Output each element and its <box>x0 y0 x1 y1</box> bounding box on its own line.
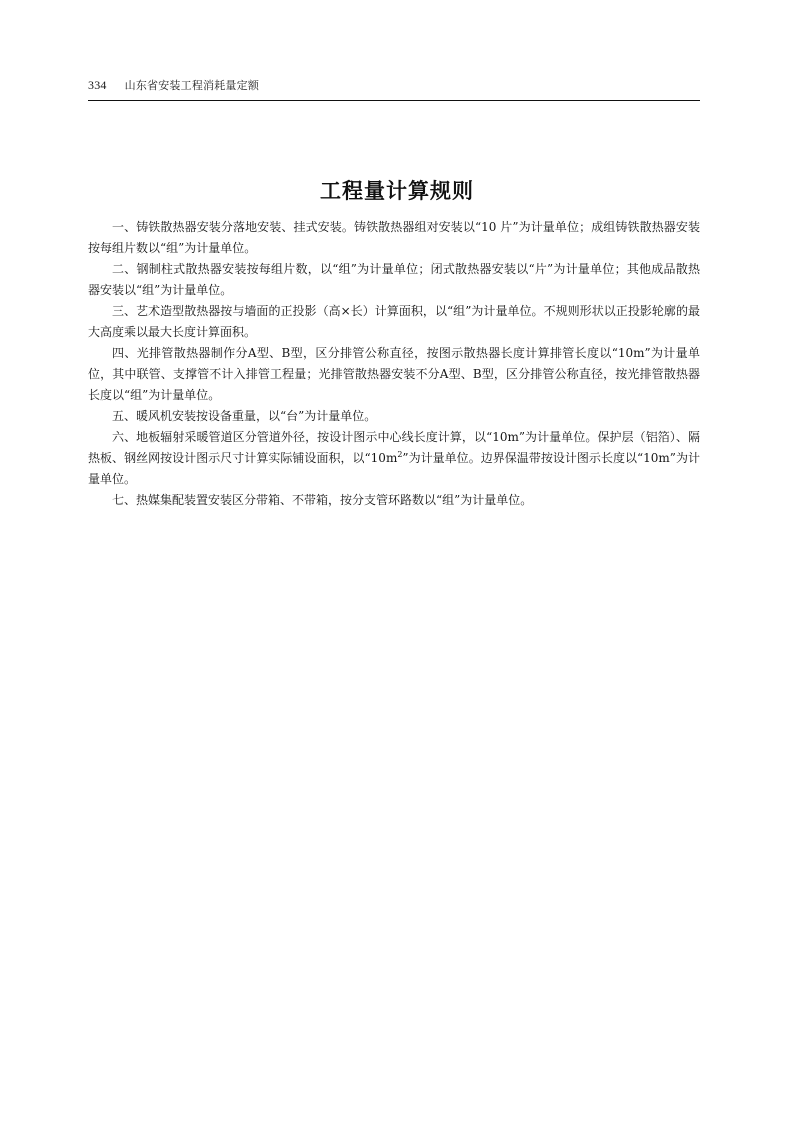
square-meter-superscript: 2 <box>397 450 403 459</box>
rule-paragraph-6 <box>88 427 700 490</box>
calculation-rules-content <box>88 217 700 511</box>
book-title: 山东省安装工程消耗量定额 <box>124 79 260 92</box>
rule-paragraph-6-text-before-superscript: 六、地板辐射采暖管道区分管道外径，按设计图示中心线长度计算，以“10m”为计量单位。保护层（铝箔）、隔热板、钢丝网按设计图示尺寸计算实际铺设面积，以“10m <box>88 430 700 465</box>
section-title: 工程量计算规则 <box>320 178 474 204</box>
rule-paragraph-3: 三、艺术造型散热器按与墙面的正投影（高×长）计算面积，以“组”为计量单位。不规则形状以正投影轮廓的最大高度乘以最大长度计算面积。 <box>88 304 700 339</box>
rule-paragraph-1: 一、铸铁散热器安装分落地安装、挂式安装。铸铁散热器组对安装以“10 片”为计量单位；成组铸铁散热器安装按每组片数以“组”为计量单位。 <box>88 220 700 255</box>
rule-paragraph-4: 四、光排管散热器制作分A型、B型，区分排管公称直径，按图示散热器长度计算排管长度以“10m”为计量单位，其中联管、支撑管不计入排管工程量；光排管散热器安装不分A型、B型，区分排管公称直径，按光排管散热器长度以“组”为计量单位。 <box>88 346 700 402</box>
rule-paragraph-2: 二、钢制柱式散热器安装按每组片数，以“组”为计量单位；闭式散热器安装以“片”为计量单位；其他成品散热器安装以“组”为计量单位。 <box>88 262 700 297</box>
rule-paragraph-6-text-after-superscript: ”为计量单位。边界保温带按设计图示长度以“10m”为计量单位。 <box>88 451 700 486</box>
rule-paragraph-7: 七、热媒集配装置安装区分带箱、不带箱，按分支管环路数以“组”为计量单位。 <box>112 493 533 507</box>
header-divider <box>88 100 700 101</box>
page-number: 334 <box>88 78 107 92</box>
running-header <box>88 78 700 100</box>
rule-paragraph-5: 五、暖风机安装按设备重量，以“台”为计量单位。 <box>112 409 377 423</box>
